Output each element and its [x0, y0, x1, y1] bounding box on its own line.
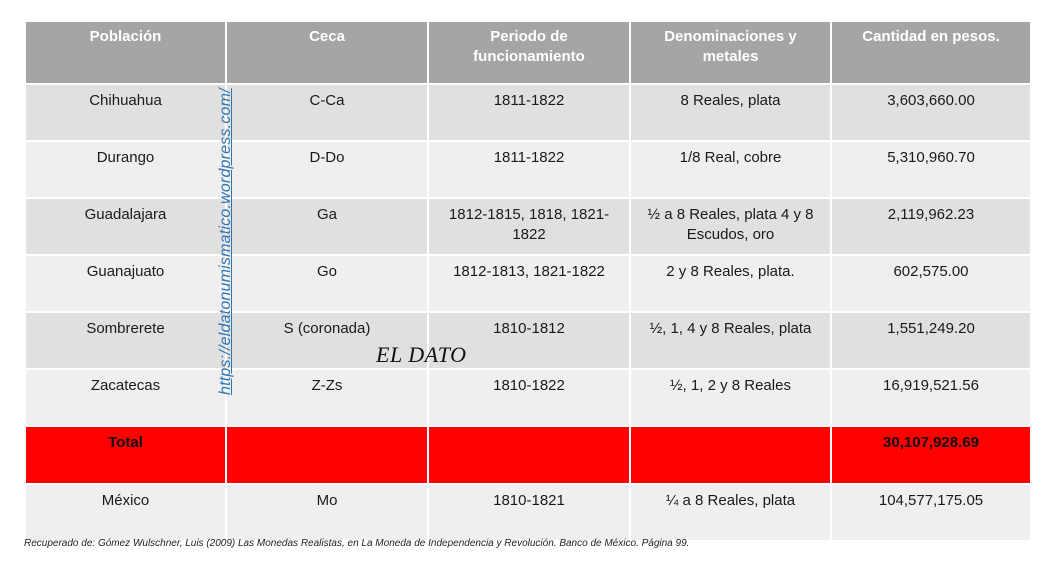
- cell-ceca: Z-Zs: [226, 369, 428, 426]
- cell-ceca: Mo: [226, 484, 428, 541]
- table-row: [25, 198, 1031, 255]
- cell-poblacion: Guanajuato: [25, 255, 226, 312]
- table-row: [25, 255, 1031, 312]
- cell-periodo: 1811-1822: [428, 141, 630, 198]
- cell-cantidad: 2,119,962.23: [831, 198, 1031, 255]
- total-empty-periodo: [428, 426, 630, 484]
- total-empty-denominaciones: [630, 426, 831, 484]
- cell-poblacion: Guadalajara: [25, 198, 226, 255]
- header-ceca: Ceca: [226, 21, 428, 84]
- cell-cantidad: 602,575.00: [831, 255, 1031, 312]
- total-empty-ceca: [226, 426, 428, 484]
- table-row: [25, 369, 1031, 426]
- cell-denominaciones: 2 y 8 Reales, plata.: [630, 255, 831, 312]
- cell-cantidad: 3,603,660.00: [831, 84, 1031, 141]
- cell-poblacion: México: [25, 484, 226, 541]
- header-denominaciones: Denominaciones y metales: [630, 21, 831, 84]
- cell-cantidad: 5,310,960.70: [831, 141, 1031, 198]
- cell-denominaciones: ¼ a 8 Reales, plata: [630, 484, 831, 541]
- source-citation: Recuperado de: Gómez Wulschner, Luis (2009) Las Monedas Realistas, en La Moneda de Independencia y Revolución. Banco de México. Página 99.: [24, 538, 690, 549]
- cell-cantidad: 104,577,175.05: [831, 484, 1031, 541]
- cell-poblacion: Durango: [25, 141, 226, 198]
- total-row: [25, 426, 1031, 484]
- cell-ceca: C-Ca: [226, 84, 428, 141]
- cell-cantidad: 16,919,521.56: [831, 369, 1031, 426]
- cell-denominaciones: ½, 1, 2 y 8 Reales: [630, 369, 831, 426]
- header-row: [25, 21, 1031, 84]
- watermark-url-link[interactable]: https://eldatonumismatico.wordpress.com/: [217, 88, 234, 395]
- header-cantidad: Cantidad en pesos.: [831, 21, 1031, 84]
- total-label: Total: [25, 426, 226, 484]
- cell-ceca: Go: [226, 255, 428, 312]
- cell-denominaciones: 1/8 Real, cobre: [630, 141, 831, 198]
- cell-ceca: S (coronada): [226, 312, 428, 369]
- cell-denominaciones: ½ a 8 Reales, plata 4 y 8 Escudos, oro: [630, 198, 831, 255]
- cell-ceca: D-Do: [226, 141, 428, 198]
- header-periodo: Periodo de funcionamiento: [428, 21, 630, 84]
- cell-periodo: 1810-1821: [428, 484, 630, 541]
- cell-periodo: 1810-1812: [428, 312, 630, 369]
- cell-ceca: Ga: [226, 198, 428, 255]
- cell-periodo: 1811-1822: [428, 84, 630, 141]
- cell-periodo: 1812-1815, 1818, 1821-1822: [428, 198, 630, 255]
- cell-poblacion: Zacatecas: [25, 369, 226, 426]
- cell-denominaciones: ½, 1, 4 y 8 Reales, plata: [630, 312, 831, 369]
- table-row: [25, 312, 1031, 369]
- cell-poblacion: Chihuahua: [25, 84, 226, 141]
- table-row: [25, 84, 1031, 141]
- cell-periodo: 1810-1822: [428, 369, 630, 426]
- cell-poblacion: Sombrerete: [25, 312, 226, 369]
- watermark-logo: EL DATO: [376, 342, 467, 367]
- cell-denominaciones: 8 Reales, plata: [630, 84, 831, 141]
- cell-cantidad: 1,551,249.20: [831, 312, 1031, 369]
- total-cantidad: 30,107,928.69: [831, 426, 1031, 484]
- cell-periodo: 1812-1813, 1821-1822: [428, 255, 630, 312]
- header-poblacion: Población: [25, 21, 226, 84]
- mints-table: [24, 20, 1032, 542]
- table-row: [25, 141, 1031, 198]
- mexico-row: [25, 484, 1031, 541]
